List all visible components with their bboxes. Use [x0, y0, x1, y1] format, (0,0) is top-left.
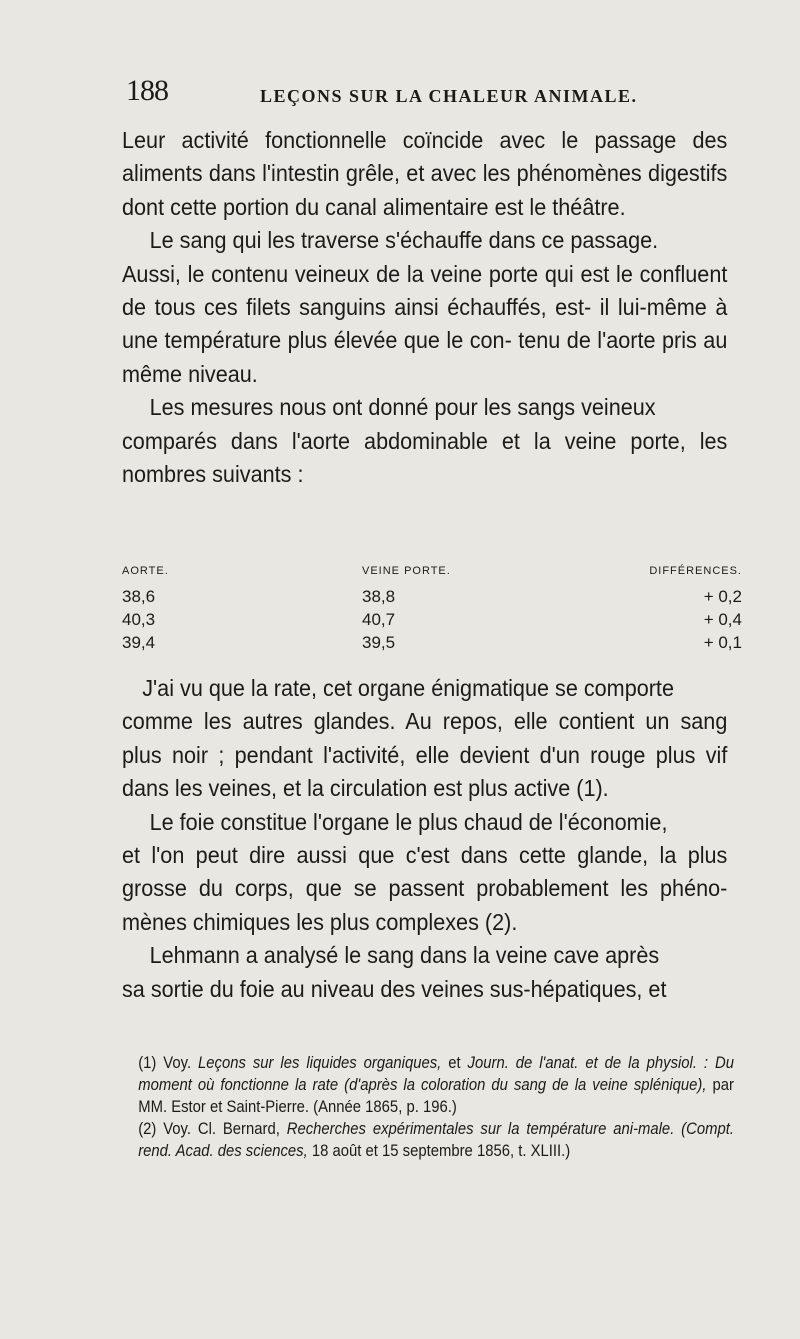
running-title: LEÇONS SUR LA CHALEUR ANIMALE. [260, 86, 638, 106]
footnote-2: (2) Voy. Cl. Bernard, Recherches expérimentales sur la température ani-male. (Compt. rend. Acad. des sciences, 18 août et 15 septembre 1856, t. XLIII.) [138, 1120, 734, 1160]
paragraph-2: Le sang qui les traverse s'échauffe dans ce passage. [149, 227, 659, 254]
table-header [122, 565, 742, 587]
main-text-bottom: J'ai vu que la rate, cet organe énigmatique se comporte comme les autres glandes. Au repos, elle contient un sang plus noir ; pendant l'activité, elle devient d'un rouge plus vif dans les veines, et la circulation est plus active (1). Le foie constitue l'organe le plus chaud de l'économie, et l'on peut dire aussi que c'est dans cette glande, la plus grosse du corps, que se passent probablement les phéno- mènes chimiques les plus complexes (2). Lehmann a analysé le sang dans la veine cave après sa sortie du foie au niveau des veines sus-hépatiques, et [122, 672, 727, 1006]
footnotes [122, 1052, 734, 1162]
table-row: 38,6 38,8 + 0,2 [122, 587, 742, 606]
temperature-table [122, 565, 742, 656]
footnote-1: (1) Voy. Leçons sur les liquides organiques, et Journ. de l'anat. et de la physiol. : Du moment où fonctionne la rate (d'après la coloration du sang de la veine splénique), par MM. Estor et Saint-Pierre. (Année 1865, p. 196.) [138, 1054, 734, 1116]
table-row: 39,4 39,5 + 0,1 [122, 633, 742, 652]
page-header [126, 74, 720, 114]
paragraph-5: Le foie constitue l'organe le plus chaud de l'économie, [149, 808, 668, 835]
paragraph-1: Leur activité fonctionnelle coïncide avec le passage des aliments dans l'intestin grêle, et avec les phénomènes digestifs dont cette portion du canal alimentaire est le théâtre. [122, 127, 728, 220]
col-header-aorte: AORTE. [122, 565, 169, 577]
page-number: 188 [126, 74, 168, 107]
col-header-veine-porte: VEINE PORTE. [362, 565, 451, 577]
table-row: 40,3 40,7 + 0,4 [122, 610, 742, 629]
main-text-top: Leur activité fonctionnelle coïncide avec le passage des aliments dans l'intestin grêle, et avec les phénomènes digestifs dont cette portion du canal alimentaire est le théâtre. Le sang qui les traverse s'échauffe dans ce passage. Aussi, le contenu veineux de la veine porte qui est le confluent de tous ces filets sanguins ainsi échauffés, est- il lui-même à une température plus élevée que le con- tenu de l'aorte pris au même niveau. Les mesures nous ont donné pour les sangs veineux comparés dans l'aorte abdominable et la veine porte, les nombres suivants : [122, 124, 727, 491]
paragraph-6: Lehmann a analysé le sang dans la veine cave après [149, 942, 660, 969]
paragraph-4: J'ai vu que la rate, cet organe énigmatique se comporte [142, 675, 674, 701]
col-header-differences: DIFFÉRENCES. [649, 565, 742, 577]
paragraph-3: Les mesures nous ont donné pour les sangs veineux [149, 394, 656, 421]
